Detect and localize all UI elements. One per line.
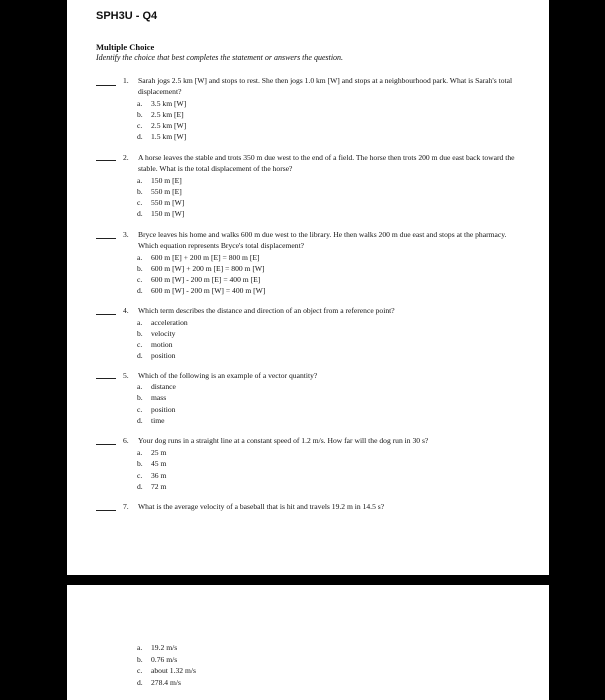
option[interactable] (137, 275, 260, 285)
option-letter: b. (137, 110, 143, 119)
answer-blank-3[interactable] (96, 238, 116, 239)
option[interactable] (137, 643, 177, 653)
option-text: 150 m [E] (151, 176, 182, 185)
answer-blank-2[interactable] (96, 160, 116, 161)
option[interactable] (137, 187, 182, 197)
page-2 (67, 585, 549, 700)
option-text: 25 m (151, 448, 167, 457)
option-letter: b. (137, 459, 143, 468)
option[interactable] (137, 99, 186, 109)
option-letter: b. (137, 655, 143, 664)
option-text: distance (151, 382, 176, 391)
option-text: acceleration (151, 318, 188, 327)
question-3 (123, 230, 523, 251)
question-2 (123, 153, 523, 174)
option-text: 19.2 m/s (151, 643, 178, 652)
option-letter: d. (137, 416, 143, 425)
question-6 (123, 436, 523, 447)
option-letter: a. (137, 643, 143, 652)
question-number: 3. (123, 230, 129, 239)
option[interactable] (137, 655, 177, 665)
option-letter: d. (137, 209, 143, 218)
option-letter: d. (137, 482, 143, 491)
option-text: 0.76 m/s (151, 655, 178, 664)
option[interactable] (137, 382, 176, 392)
option-letter: b. (137, 187, 143, 196)
option[interactable] (137, 482, 166, 492)
option[interactable] (137, 351, 175, 361)
option[interactable] (137, 132, 186, 142)
option-text: 45 m (151, 459, 167, 468)
question-stem: Which of the following is an example of a vector quantity? (138, 371, 318, 380)
question-stem: Bryce leaves his home and walks 600 m due west to the library. He then walks 200 m due east and stops at the pharmacy. Which equation represents Bryce's total displacement? (138, 230, 507, 250)
option-text: 278.4 m/s (151, 678, 181, 687)
option-letter: c. (137, 471, 143, 480)
option-text: time (151, 416, 165, 425)
option-letter: c. (137, 340, 143, 349)
option-letter: c. (137, 405, 143, 414)
option-text: 600 m [W] - 200 m [W] = 400 m [W] (151, 286, 266, 295)
question-number: 4. (123, 306, 129, 315)
answer-blank-6[interactable] (96, 444, 116, 445)
option-letter: d. (137, 678, 143, 687)
option[interactable] (137, 459, 166, 469)
answer-blank-1[interactable] (96, 85, 116, 86)
option-letter: c. (137, 666, 143, 675)
option-letter: b. (137, 393, 143, 402)
option[interactable] (137, 416, 165, 426)
option-text: 150 m [W] (151, 209, 185, 218)
option-letter: a. (137, 382, 143, 391)
instructions: Identify the choice that best completes the statement or answers the question. (96, 53, 344, 62)
option-letter: a. (137, 99, 143, 108)
option[interactable] (137, 340, 173, 350)
option-text: 2.5 km [E] (151, 110, 184, 119)
option-text: 600 m [W] - 200 m [E] = 400 m [E] (151, 275, 261, 284)
question-number: 6. (123, 436, 129, 445)
option-letter: a. (137, 176, 143, 185)
question-number: 2. (123, 153, 129, 162)
option[interactable] (137, 176, 182, 186)
option-text: 72 m (151, 482, 167, 491)
option-letter: c. (137, 275, 143, 284)
option-letter: a. (137, 253, 143, 262)
option[interactable] (137, 209, 184, 219)
question-1 (123, 76, 523, 97)
question-number: 1. (123, 76, 129, 85)
question-5 (123, 371, 523, 382)
option[interactable] (137, 121, 186, 131)
option-letter: b. (137, 329, 143, 338)
page-1 (67, 0, 549, 575)
section-heading: Multiple Choice (96, 42, 155, 52)
option[interactable] (137, 110, 184, 120)
option[interactable] (137, 448, 166, 458)
option[interactable] (137, 393, 166, 403)
option-text: position (151, 405, 176, 414)
document-title: SPH3U - Q4 (96, 10, 158, 22)
option-text: 600 m [W] + 200 m [E] = 800 m [W] (151, 264, 265, 273)
option-text: motion (151, 340, 173, 349)
question-number: 7. (123, 502, 129, 511)
option-text: 2.5 km [W] (151, 121, 187, 130)
option-letter: d. (137, 286, 143, 295)
option[interactable] (137, 678, 181, 688)
question-4 (123, 306, 523, 317)
option-text: mass (151, 393, 167, 402)
question-stem: Sarah jogs 2.5 km [W] and stops to rest. She then jogs 1.0 km [W] and stops at a neighbourhood park. What is Sarah's total displacement? (138, 76, 513, 96)
answer-blank-5[interactable] (96, 378, 116, 379)
option-text: velocity (151, 329, 176, 338)
option-text: 600 m [E] + 200 m [E] = 800 m [E] (151, 253, 260, 262)
option-letter: a. (137, 448, 143, 457)
question-7 (123, 502, 523, 513)
option[interactable] (137, 405, 175, 415)
option[interactable] (137, 286, 265, 296)
option[interactable] (137, 471, 166, 481)
option[interactable] (137, 264, 265, 274)
option-letter: b. (137, 264, 143, 273)
answer-blank-4[interactable] (96, 314, 116, 315)
option[interactable] (137, 329, 175, 339)
option-text: 36 m (151, 471, 167, 480)
option-text: 3.5 km [W] (151, 99, 187, 108)
option-letter: c. (137, 121, 143, 130)
option-letter: c. (137, 198, 143, 207)
option-letter: d. (137, 132, 143, 141)
option[interactable] (137, 666, 196, 676)
answer-blank-7[interactable] (96, 510, 116, 511)
option[interactable] (137, 318, 188, 328)
question-stem: Your dog runs in a straight line at a constant speed of 1.2 m/s. How far will the dog run in 30 s? (138, 436, 429, 445)
question-stem: What is the average velocity of a baseball that is hit and travels 19.2 m in 14.5 s? (138, 502, 385, 511)
option[interactable] (137, 253, 260, 263)
question-stem: Which term describes the distance and direction of an object from a reference point? (138, 306, 395, 315)
option-text: 550 m [W] (151, 198, 185, 207)
option-text: position (151, 351, 176, 360)
option-letter: a. (137, 318, 143, 327)
question-stem: A horse leaves the stable and trots 350 m due west to the end of a field. The horse then trots 200 m due east back toward the stable. What is the total displacement of the horse? (138, 153, 515, 173)
option[interactable] (137, 198, 184, 208)
option-text: 550 m [E] (151, 187, 182, 196)
option-text: about 1.32 m/s (151, 666, 196, 675)
question-number: 5. (123, 371, 129, 380)
option-text: 1.5 km [W] (151, 132, 187, 141)
option-letter: d. (137, 351, 143, 360)
